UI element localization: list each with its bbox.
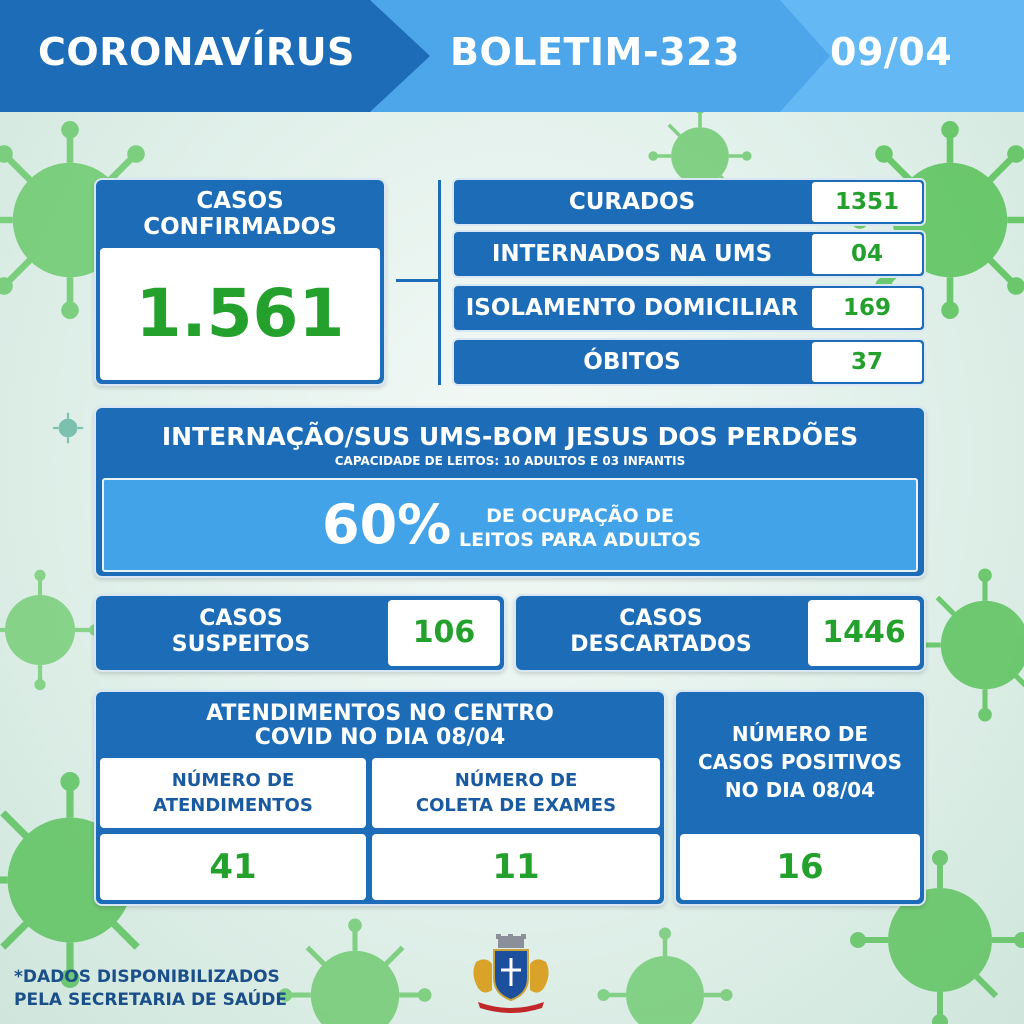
appointments-value-cell bbox=[100, 834, 366, 900]
positive-value-cell bbox=[680, 834, 920, 900]
virus-icon bbox=[590, 920, 740, 1024]
confirmed-value-panel bbox=[100, 248, 380, 380]
bulletin-date: 09/04 bbox=[830, 30, 953, 74]
header-banner bbox=[0, 0, 1024, 112]
confirmed-value: 1.561 bbox=[135, 275, 345, 352]
footnote-line2: PELA SECRETARIA DE SAÚDE bbox=[14, 990, 287, 1010]
stat-value: 37 bbox=[812, 342, 922, 382]
hospitalization-subtitle: CAPACIDADE DE LEITOS: 10 ADULTOS E 03 INFANTIS bbox=[334, 454, 686, 468]
suspected-cases-card bbox=[94, 594, 506, 672]
hospitalization-title: INTERNAÇÃO/SUS UMS-BOM JESUS DOS PERDÕES bbox=[161, 422, 859, 451]
exams-label-line1: NÚMERO DE bbox=[454, 770, 578, 791]
suspected-label-line1: CASOS bbox=[199, 606, 283, 631]
connector-line bbox=[396, 279, 440, 282]
discarded-cases-card bbox=[514, 594, 926, 672]
positive-cases-label bbox=[676, 720, 924, 804]
positive-label-line3: NO DIA 08/04 bbox=[724, 778, 876, 802]
occupancy-description bbox=[459, 504, 701, 552]
stat-value: 1351 bbox=[812, 182, 922, 222]
stat-value: 169 bbox=[812, 288, 922, 328]
exams-value: 11 bbox=[492, 847, 540, 887]
suspected-value: 106 bbox=[412, 615, 476, 650]
exams-label-cell bbox=[372, 758, 660, 828]
virus-icon bbox=[50, 410, 86, 446]
header-title: CORONAVÍRUS bbox=[38, 30, 355, 74]
discarded-label bbox=[516, 606, 806, 658]
suspected-label bbox=[96, 606, 386, 658]
stat-value: 04 bbox=[812, 234, 922, 274]
occupancy-desc-line1: DE OCUPAÇÃO DE bbox=[486, 505, 675, 527]
suspected-value-panel bbox=[388, 600, 500, 666]
appointments-value: 41 bbox=[209, 847, 257, 887]
occupancy-percent: 60% bbox=[322, 493, 452, 556]
virus-icon bbox=[270, 910, 440, 1024]
confirmed-title bbox=[96, 188, 384, 240]
covid-center-card bbox=[94, 690, 666, 906]
bracket-line bbox=[438, 180, 441, 385]
stat-label: INTERNADOS NA UMS bbox=[491, 241, 773, 267]
positive-value: 16 bbox=[776, 847, 824, 887]
exams-label-line2: COLETA DE EXAMES bbox=[415, 795, 617, 816]
exams-value-cell bbox=[372, 834, 660, 900]
discarded-value: 1446 bbox=[822, 615, 906, 650]
stat-label: ÓBITOS bbox=[583, 349, 681, 375]
stat-home-isolation bbox=[452, 284, 926, 332]
stat-hospitalized bbox=[452, 230, 926, 278]
occupancy-panel bbox=[102, 478, 918, 572]
confirmed-title-line1: CASOS bbox=[196, 188, 284, 214]
appointments-label-line2: ATENDIMENTOS bbox=[153, 795, 313, 816]
discarded-value-panel bbox=[808, 600, 920, 666]
positive-label-line1: NÚMERO DE bbox=[731, 722, 869, 746]
data-source-footnote bbox=[14, 966, 287, 1012]
confirmed-title-line2: CONFIRMADOS bbox=[143, 214, 337, 240]
coat-of-arms-icon bbox=[466, 934, 556, 1014]
appointments-label-line1: NÚMERO DE bbox=[171, 770, 295, 791]
stat-label: ISOLAMENTO DOMICILIAR bbox=[465, 295, 799, 321]
footnote-line1: *DADOS DISPONIBILIZADOS bbox=[14, 967, 280, 987]
stat-deaths bbox=[452, 338, 926, 386]
stat-label: CURADOS bbox=[568, 189, 696, 215]
covid-center-title-line2: COVID NO DIA 08/04 bbox=[254, 725, 506, 750]
appointments-label bbox=[100, 768, 366, 818]
appointments-label-cell bbox=[100, 758, 366, 828]
exams-label bbox=[372, 768, 660, 818]
covid-center-title bbox=[96, 702, 664, 750]
stat-recovered bbox=[452, 178, 926, 226]
covid-center-title-line1: ATENDIMENTOS NO CENTRO bbox=[206, 701, 554, 726]
hospitalization-card bbox=[94, 406, 926, 578]
bulletin-number: BOLETIM-323 bbox=[450, 30, 740, 74]
positive-label-line2: CASOS POSITIVOS bbox=[697, 750, 903, 774]
discarded-label-line2: DESCARTADOS bbox=[570, 632, 752, 657]
confirmed-cases-card bbox=[94, 178, 386, 386]
discarded-label-line1: CASOS bbox=[619, 606, 703, 631]
suspected-label-line2: SUSPEITOS bbox=[171, 632, 311, 657]
positive-cases-card bbox=[674, 690, 926, 906]
occupancy-desc-line2: LEITOS PARA ADULTOS bbox=[459, 529, 702, 551]
